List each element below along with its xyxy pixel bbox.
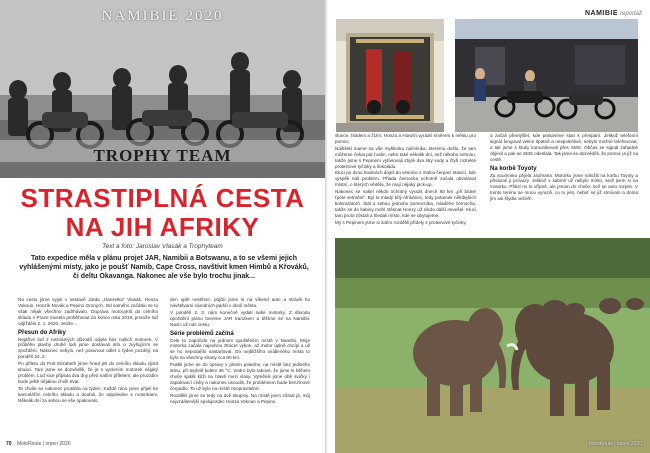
paragraph: Na cestu jsme vyjeli v sestavě Jarda „Hanzelka" Vlasák, Honza Vokoun, Honzík Novák a Pepino Gronych. Od samého začátku se to však nějak všechno zadrhávalo. Doprava motocyklů do celního skladu v Praze musela proběhnout do konce roku 2019, protože loď odjížděla 2. 1. 2020. Jenže…	[18, 297, 158, 326]
section-label	[585, 10, 642, 17]
photo-warehouse-illustration	[455, 19, 638, 132]
paragraph: Kluci po dvou hodinách dojeli do vesnice s malou čerpací stanicí, kde vyspěli náš problém. Přiada černocha ochotně začala obvolávat místní, o kterých věděla, že mají nějaký pick-up.	[335, 170, 476, 188]
right-column-2	[490, 133, 638, 203]
hero-team-label: TROPHY TEAM	[93, 146, 232, 165]
paragraph: Nakonec se našel někdo ochotný vyrazit dnech 80 km „při bídné ťpéte setmění". Byl to mladý bílý Afrikánec, tedy potomek někdejších kolonizátorů. Stál s sebou jednoho pomocníka, mladého černocha, takže se do kabiny mohl stěsnat Honzy už nikdo další nevešel. Kluci tam proto zůstali a hledali místo, kde se ubytujeme.	[335, 189, 476, 218]
page-folio-left	[6, 441, 71, 447]
hero-photo-team	[0, 0, 325, 178]
right-column-1	[335, 133, 476, 227]
article-headline-line1: STRASTIPLNÁ CESTA	[20, 183, 305, 213]
folio-text: MotoRoute | srpen 2020	[16, 441, 71, 447]
paragraph: Za soumraku přijela záchrana. Motorku jsme naložili na korbu Toyoty a přivázali ji provazy. Jelikož v kabině už nebylo místo, sedl jsem si na motorku. Přitisl mi to vřípně, ale jenom do chvíle, než se auto rozjelo. V tomto terénu se mnou vyrazili, co to jelo, neboť se již stmívalo a doma jím asi štydla večeře.	[490, 172, 638, 202]
hero-title: NAMIBIE 2020	[101, 8, 224, 24]
article-lead: Tato expedice měla v plánu projet JAR, Namibii a Botswanu, a to se všemi jejich vyhlášenými místy, jako je poušť Namib, Cape Cross, navštívit kmen Himbů a Křováků, či deltu Okavanga. Nakonec ale vše bylo trochu jinak...	[19, 255, 309, 280]
paragraph: Po příletu do Port Elizabeth jsme hned jeli do celního skladu zjistit situaci. Tam jsme se dozvěděli, že je s vyclením motorek nějaký problém. Loď sice připlula dva dny před naším příletem, ale prozatím bude ještě nějakou chvíli trvat.	[18, 361, 158, 384]
paragraph: Nejdříve loď z neznámých důvodů odjela bez našich motorek. V průběhu plavby druhé lodi jsme dostávali info o zvyšujícím se zpoždění. Nakonec nebylo, než posunout odlet o týden později, na pondělí 24. 2.	[18, 336, 158, 360]
paragraph: My s Pepinem jsme si zatím rozdělili přídely z proteinové tyčinky.	[335, 219, 467, 225]
left-column-2	[170, 297, 310, 406]
section-name: NAMIBIE	[584, 10, 619, 17]
right-page	[325, 0, 650, 453]
page-folio-right: MotoRoute | srpen 2020	[588, 441, 642, 447]
paragraph: Cele to započalo na jednom opuštěném místě v Namibii. Moje motorka začala najednou ztrácet výkon, až motor úplně chcípl a už se ho nepodařilo nastartovat. Do nejbližšího osídleného místa to bylo na všechny strany cca 80 km.	[170, 337, 310, 361]
section-heading: Na korbě Toyoty	[490, 165, 537, 172]
paragraph: Rozdělili jsme se tedy na dvě skupiny. Na místě jsem zůstal já, můj nejvzdálenější spolujezdec Honza Vokoun a Pepino.	[170, 392, 310, 404]
section-sub: reportáž	[619, 11, 642, 17]
paragraph: Naštěstí mame na vše myšlenku náčelníka, kterému došlo, že tam můžeme čekat pár hodin, nebo také několik dní, než někoho sehnou, takže jsme s Pepinem vyfasovali zbylé dva litry vody a čtyři rozteklé proteinové tyčinky a šokoládu.	[335, 145, 476, 169]
photo-elephants-illustration	[335, 238, 650, 453]
article-headline-line2: NA JIH AFRIKY	[65, 212, 260, 242]
photo-crate-illustration	[336, 19, 444, 132]
paragraph: Pustili jsme se do opravy v plném poledne, na místě bez jediného stínu, při teplotě kolem 36 °C. Vedro bylo takové, že jsme si během chvíle spálili kůži na hlavě mezi vlasy. Vyměnili jsme obě svíčky i zapalovací cívky a nakonec usoudili, že problémem bude benzínové čerpadlo. To už bylo na místě neopravitelné.	[170, 362, 310, 391]
page-number: 70	[6, 441, 12, 447]
paragraph: den opět nestihne, půjčili jsme si na víkend auto a strávili ho návštěvami národních parků v okolí města.	[170, 297, 310, 308]
photo-bikes-warehouse	[455, 19, 638, 132]
left-column-1	[18, 297, 158, 405]
paragraph: a začali přemýšlet, kde postavíme stan k přespání. Jelikož telefonní signál fungoval velice špatně a nespolehlivě, nebylo možné telefonovat, a tak jsme s kluky komunikovali přes SMS. Občas se signál zahadně objevil a pak se SMS odeslala. Tak jsme se dozvěděli, že pomoc je již na cestě.	[490, 133, 639, 162]
photo-elephants	[335, 238, 650, 453]
section-heading: Přesun do Afriky	[18, 329, 66, 336]
section-heading: Série problémů začíná	[170, 330, 234, 337]
article-byline: Text a foto: Jaroslav Vlasák a Trophyteam	[102, 243, 223, 250]
paragraph: V pondělí 2. 3. nám konečně vydali naše motorky. Z důvodu opoždění plánu bereme JAR tranzitem a těšíme se na Namibii. Navíc už nás cestu.	[170, 309, 310, 327]
paragraph: Ta chvíle se nakonec protáhla na týden. Každé ráno jsme přijeli ke kancelářím celního skladu a doufali, že odpoledne s motorkami. Několik dní za sebou se vše opakovalo.	[18, 385, 158, 403]
paragraph: slunce, hladem a žízní. Honza a Honzín vyrazili směrem k městu pro pomoc.	[335, 133, 476, 144]
photo-motorcycles-in-crate	[336, 19, 444, 132]
